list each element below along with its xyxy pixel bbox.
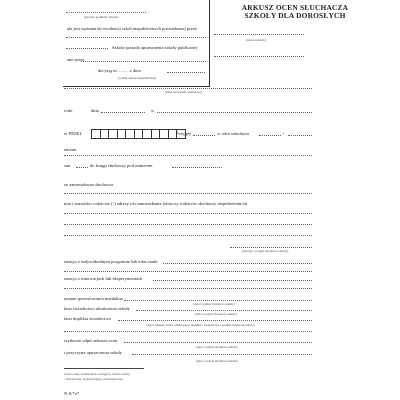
innovations-label: rmacja o innowacjach lub eksperymentach bbox=[64, 276, 143, 281]
book-label: sun bbox=[64, 163, 71, 168]
school-name-line-1 bbox=[214, 34, 304, 35]
address-field-1[interactable] bbox=[64, 193, 312, 194]
form-title-line1: ARKUSZ OCEN SŁUCHACZA bbox=[241, 3, 349, 12]
copy-field[interactable] bbox=[124, 342, 312, 343]
decision-fill-line bbox=[81, 61, 206, 62]
innovations-field-2[interactable] bbox=[64, 288, 312, 289]
duplicate-label: lano duplikat świadectwa bbox=[64, 316, 111, 321]
born-label: rodz. bbox=[64, 108, 74, 113]
director-sign-caption-1: (pieczęć i podpis dyrektora szkoły) bbox=[242, 249, 289, 253]
footnote-line-2: ; dostateczny, dopuszczający, niedostateczny. bbox=[64, 377, 124, 381]
stamp-caption: (pieczęć podłużna szkoły) bbox=[84, 15, 119, 19]
pesel-boxes[interactable] bbox=[91, 129, 185, 139]
parents-label: mia i nazwisko rodziców (-) adresy ich zamieszkania (dotyczy rodziców słuchaczy niepełnoletnich) bbox=[64, 201, 248, 206]
admitted-field[interactable] bbox=[193, 135, 215, 136]
innovations-field[interactable] bbox=[153, 280, 312, 281]
footnote-divider bbox=[64, 368, 144, 369]
register-fill-line bbox=[66, 37, 206, 38]
school-name-line-2 bbox=[214, 56, 304, 57]
cert-issued-field[interactable] bbox=[136, 310, 312, 311]
reason-field[interactable] bbox=[132, 354, 312, 355]
year-end-field[interactable] bbox=[288, 135, 312, 136]
w-label: w bbox=[151, 108, 155, 113]
release-field[interactable] bbox=[124, 300, 312, 301]
reason-label: i przyczyna opuszczenia szkoły bbox=[64, 350, 123, 355]
parents-field-1[interactable] bbox=[64, 213, 312, 214]
form-title-line2: SZKOŁY DLA DOROSŁYCH bbox=[244, 11, 346, 20]
public-rights-fill-line bbox=[66, 48, 108, 49]
book-prefix-field[interactable] bbox=[76, 167, 88, 168]
pesel-label: er PESEL bbox=[64, 131, 83, 136]
parents-field-3[interactable] bbox=[64, 235, 312, 236]
decision-date-fill bbox=[167, 72, 205, 73]
decision-prefix: ane przez bbox=[67, 57, 85, 62]
register-line: ała jest wpisana do ewidencji szkół niepublicznych prowadzonej przez bbox=[67, 26, 197, 31]
year-label: w roku szkolnym bbox=[217, 131, 249, 136]
individual-program-field[interactable] bbox=[163, 263, 312, 264]
reason-caption: (data i podpis dyrektora szkoły) bbox=[196, 359, 238, 363]
admitted-label: Przyjęty bbox=[176, 131, 192, 136]
changed-field[interactable] bbox=[64, 155, 312, 156]
copy-caption: (data i podpis dyrektora szkoły) bbox=[196, 345, 238, 349]
decision-date: decyzją nr ......... z dnia bbox=[98, 68, 141, 73]
year-separator: / bbox=[283, 131, 285, 136]
duplicate-caption: (data i numer, osoby odbierającej duplikat / świadectwa i podpis dyrektora szkoły) bbox=[146, 323, 255, 327]
cert-issued-label: lano świadectwo ukończenia szkoły bbox=[64, 306, 130, 311]
director-sign-line-1 bbox=[230, 247, 312, 248]
decision-caption: (rodzaj szkoły niepublicznej) bbox=[118, 76, 157, 80]
school-name-caption: (nazwa szkoły) bbox=[246, 38, 267, 42]
changed-label: zmenir bbox=[64, 147, 77, 152]
day-label: dnia bbox=[91, 108, 99, 113]
book-text: do księgi słuchaczy pod numerem bbox=[90, 163, 153, 168]
individual-program-label: rmacja o indywidualnym programie lub toku nauki bbox=[64, 259, 158, 264]
birth-place-field[interactable] bbox=[157, 112, 312, 113]
release-caption: (data i podpis dyrektora szkoły) bbox=[193, 302, 235, 306]
copy-label: rzydzono odpis arkusza ocen bbox=[64, 338, 118, 343]
address-label: ze zamieszkania słuchacza bbox=[64, 182, 113, 187]
form-number: N-0/7e7 bbox=[64, 391, 80, 396]
duplicate-field-2[interactable] bbox=[64, 331, 312, 332]
student-name-caption: (imię i nazwisko słuchacza) bbox=[165, 90, 202, 94]
year-start-field[interactable] bbox=[259, 135, 281, 136]
birth-date-field[interactable] bbox=[101, 112, 145, 113]
release-label: onanie spreostowania miedzkua bbox=[64, 296, 123, 301]
duplicate-field[interactable] bbox=[118, 320, 312, 321]
public-rights-line: Szkoła posiada uprawnienia szkoły publicznej bbox=[112, 45, 197, 50]
individual-program-field-2[interactable] bbox=[64, 271, 312, 272]
cert-issued-caption: (data i podpis dyrektora szkoły) bbox=[195, 312, 237, 316]
form-title bbox=[95, 4, 400, 20]
parents-field-2[interactable] bbox=[64, 224, 312, 225]
footnote-line-1: rzom o inny uzdatacjach: wdrągacy, bardzo dobry, bbox=[64, 372, 131, 376]
book-number-field[interactable] bbox=[172, 167, 222, 168]
student-name-line bbox=[64, 88, 312, 89]
